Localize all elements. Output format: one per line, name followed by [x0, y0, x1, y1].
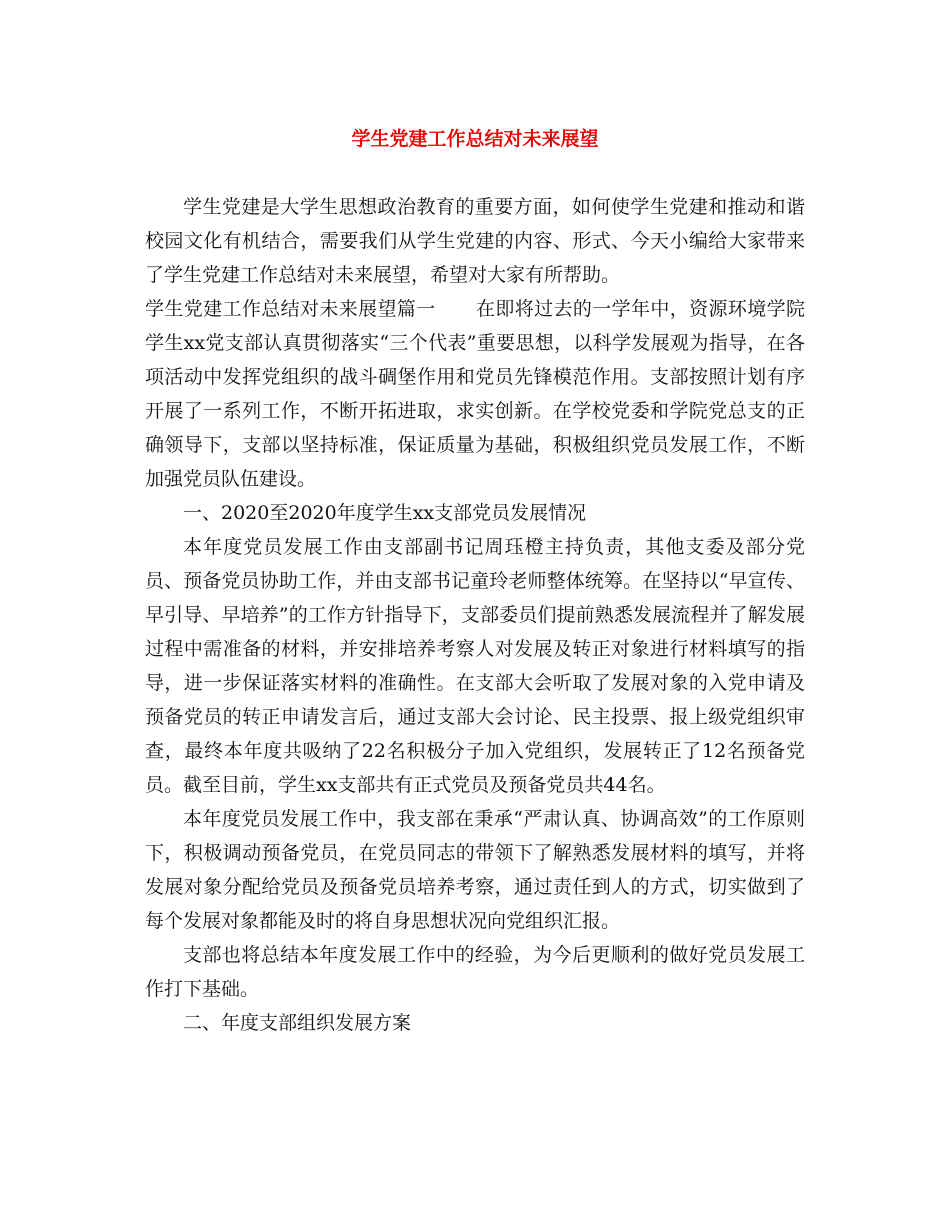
section-heading: 学生党建工作总结对未来展望篇一 [145, 298, 436, 320]
heading-two: 二、年度支部组织发展方案 [183, 1012, 412, 1034]
intro-paragraph: 学生党建是大学生思想政治教育的重要方面，如何使学生党建和推动和谐校园文化有机结合，需要我们从学生党建的内容、形式、今天小编给大家带来了学生党建工作总结对未来展望，希望对大家有所帮助。 [145, 196, 805, 286]
heading-one: 一、2020至2020年度学生xx支部党员发展情况 [183, 502, 587, 524]
document-title: 学生党建工作总结对未来展望 [351, 128, 599, 150]
section-paragraph-text: 在即将过去的一学年中，资源环境学院学生xx党支部认真贯彻落实“三个代表”重要思想，以科学发展观为指导，在各项活动中发挥党组织的战斗碉堡作用和党员先锋模范作用。支部按照计划有序开展了一系列工作，不断开拓进取，求实创新。在学校党委和学院党总支的正确领导下，支部以坚持标准，保证质量为基础，积极组织党员发展工作，不断加强党员队伍建设。 [145, 298, 805, 490]
section-paragraph [145, 292, 805, 496]
document-body [145, 190, 805, 1040]
paragraph-three: 本年度党员发展工作中，我支部在秉承“严肃认真、协调高效”的工作原则下，积极调动预备党员，在党员同志的带领下了解熟悉发展材料的填写，并将发展对象分配给党员及预备党员培养考察，通过责任到人的方式，切实做到了每个发展对象都能及时的将自身思想状况向党组织汇报。 [145, 808, 805, 932]
paragraph-four: 支部也将总结本年度发展工作中的经验，为今后更顺利的做好党员发展工作打下基础。 [145, 944, 805, 1000]
paragraph-two: 本年度党员发展工作由支部副书记周珏橙主持负责，其他支委及部分党员、预备党员协助工作，并由支部书记童玲老师整体统筹。在坚持以“早宣传、早引导、早培养”的工作方针指导下，支部委员们提前熟悉发展流程并了解发展过程中需准备的材料，并安排培养考察人对发展及转正对象进行材料填写的指导，进一步保证落实材料的准确性。在支部大会听取了发展对象的入党申请及预备党员的转正申请发言后，通过支部大会讨论、民主投票、报上级党组织审查，最终本年度共吸纳了22名积极分子加入党组织，发展转正了12名预备党员。截至目前，学生xx支部共有正式党员及预备党员共44名。 [145, 536, 805, 796]
